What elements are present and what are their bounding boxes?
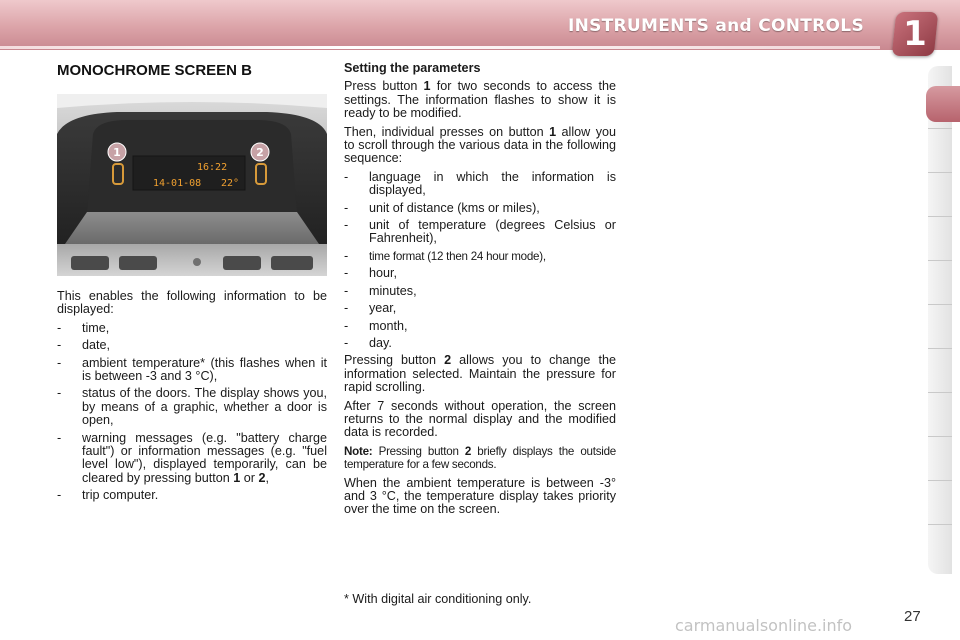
- settings-sequence-list: [344, 171, 616, 350]
- tab-divider: [928, 480, 952, 481]
- left-text-column: [57, 290, 327, 507]
- list-item: - day.: [344, 335, 392, 350]
- section-title: MONOCHROME SCREEN B: [57, 62, 253, 79]
- list-item: - minutes,: [344, 283, 417, 298]
- footnote: * With digital air conditioning only.: [344, 592, 532, 606]
- note-label: Note:: [344, 444, 373, 458]
- paragraph: After 7 seconds without operation, the screen returns to the normal display and the modified data is recorded.: [344, 398, 616, 440]
- right-text-column: [344, 62, 616, 522]
- watermark: carmanualsonline.info: [675, 616, 853, 635]
- list-item: - time format (12 then 24 hour mode),: [344, 248, 546, 263]
- dashboard-display-photo: [57, 94, 327, 276]
- lcd-temperature: 22°: [221, 178, 240, 189]
- chapter-number: 1: [903, 14, 927, 54]
- tab-divider: [928, 128, 952, 129]
- list-item: - language in which the information is displayed,: [344, 169, 616, 198]
- list-item: - time,: [57, 320, 110, 335]
- tab-divider: [928, 172, 952, 173]
- list-item: - unit of distance (kms or miles),: [344, 200, 540, 215]
- paragraph: Press button 1 for two seconds to access the settings. The information flashes to show it is ready to be modified.: [344, 79, 616, 121]
- list-item: - hour,: [344, 266, 398, 281]
- list-item: - year,: [344, 301, 397, 316]
- list-item: - date,: [57, 338, 111, 353]
- callout-label-2: 2: [256, 146, 264, 159]
- header-divider: [0, 46, 880, 49]
- paragraph: When the ambient temperature is between -3° and 3 °C, the temperature display takes priority over the time on the screen.: [344, 475, 616, 517]
- list-item: - unit of temperature (degrees Celsius or Fahrenheit),: [344, 218, 616, 246]
- paragraph: Pressing button 2 allows you to change the information selected. Maintain the pressure for rapid scrolling.: [344, 353, 616, 395]
- lcd-time: 16:22: [197, 162, 228, 173]
- chapter-tab-strip: [928, 66, 952, 574]
- setting-parameters-heading: Setting the parameters: [344, 61, 481, 75]
- list-item: - status of the doors. The display shows you, by means of a graphic, whether a door is open,: [57, 386, 327, 428]
- tab-divider: [928, 216, 952, 217]
- tab-divider: [928, 392, 952, 393]
- tab-divider: [928, 524, 952, 525]
- display-tray: [65, 212, 319, 244]
- tab-divider: [928, 436, 952, 437]
- list-item: - warning messages (e.g. "battery charge fault") or information messages (e.g. "fuel level low"), displayed temporarily, can be cleared by pressing button 1 or 2,: [57, 430, 327, 485]
- note-paragraph: Note: Pressing button 2 briefly displays the outside temperature for a few seconds.: [344, 444, 616, 472]
- list-item: - month,: [344, 318, 408, 333]
- paragraph: Then, individual presses on button 1 allow you to scroll through the various data in the following sequence:: [344, 124, 616, 166]
- list-item: - ambient temperature* (this flashes when it is between -3 and 3 °C),: [57, 355, 327, 384]
- chapter-badge: [892, 12, 939, 56]
- tab-divider: [928, 260, 952, 261]
- lcd-date: 14-01-08: [153, 178, 202, 189]
- page-header-title: INSTRUMENTS and CONTROLS: [567, 16, 864, 36]
- display-info-list: [57, 322, 327, 503]
- page-number: 27: [904, 608, 921, 625]
- callout-label-1: 1: [113, 146, 121, 159]
- tab-divider: [928, 304, 952, 305]
- chapter-tab-active[interactable]: [926, 86, 960, 122]
- intro-paragraph: This enables the following information to be displayed:: [57, 289, 327, 317]
- tab-divider: [928, 348, 952, 349]
- list-item: - trip computer.: [57, 488, 159, 503]
